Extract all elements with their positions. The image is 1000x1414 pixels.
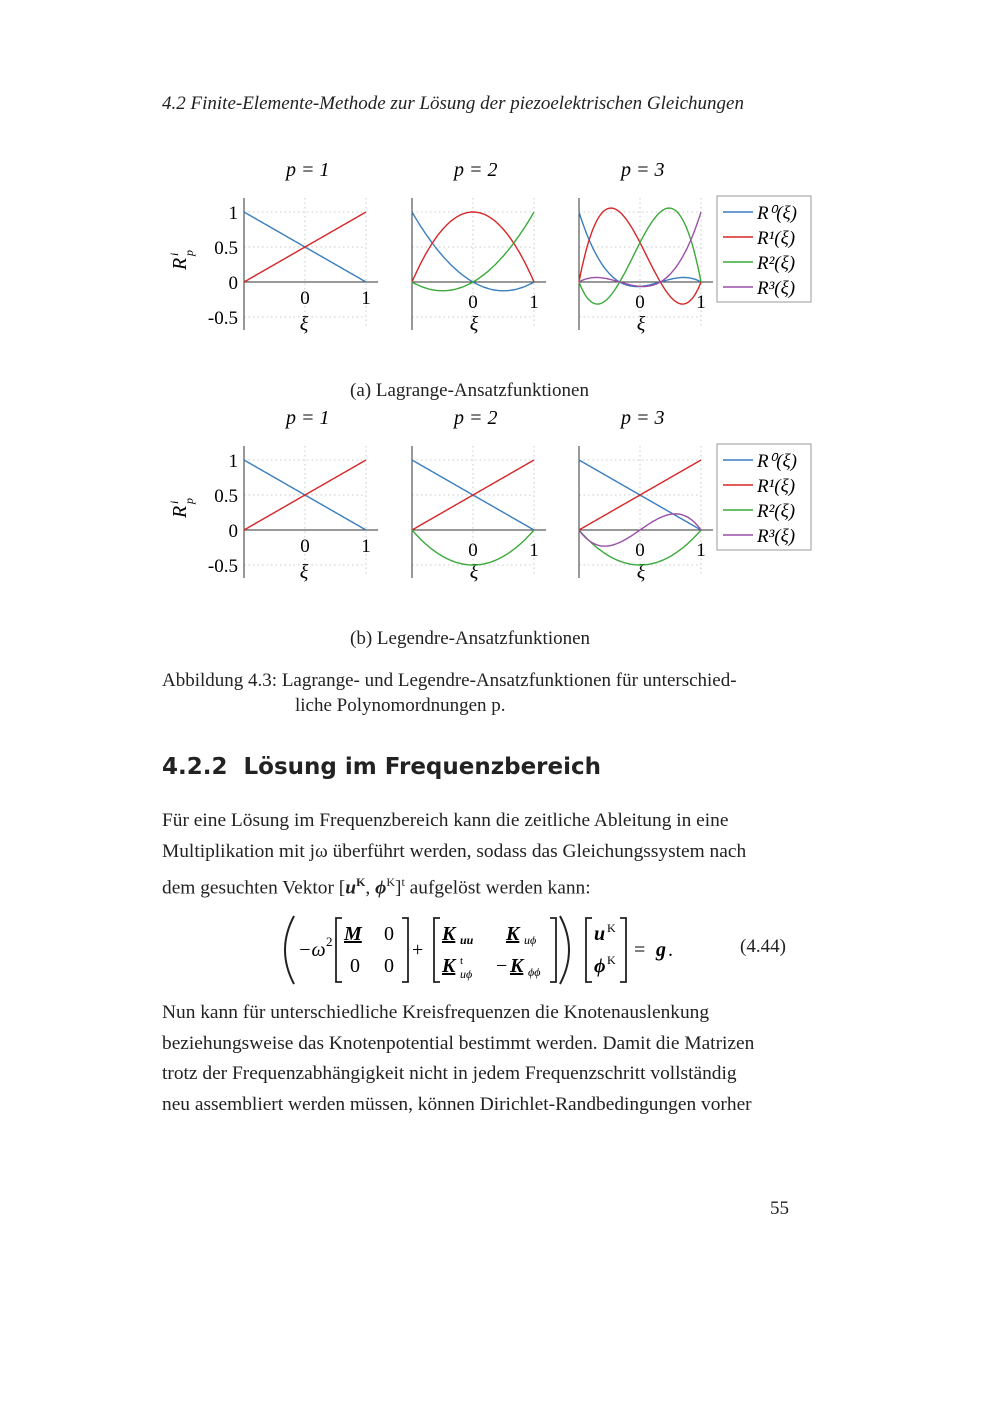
eq-bracket-3r	[620, 918, 626, 982]
eq-uK: u	[594, 923, 606, 945]
x-tick-legendre-p1-0: 0	[300, 536, 310, 557]
svg-text:ϕϕ: ϕϕ	[528, 965, 541, 979]
eq-left-paren	[285, 916, 294, 984]
y-axis-label-lagrange: R	[169, 257, 191, 270]
svg-text:uϕ: uϕ	[460, 967, 473, 981]
legend-label-legendre-3: R³(ξ)	[757, 526, 796, 547]
curve-lagrange-p2-R0	[412, 212, 534, 291]
eq-zero-2: 0	[350, 955, 360, 977]
eq-plus: +	[412, 939, 424, 961]
para2-line3: trotz der Frequenzabhängigkeit nicht in jedem Frequenzschritt vollständig	[162, 1063, 737, 1084]
y-tick-legendre-3: -0.5	[207, 556, 238, 577]
svg-text:−: −	[496, 955, 508, 977]
eq-phiK: ϕ	[594, 955, 606, 977]
paragraph-1	[162, 806, 790, 904]
legend-label-legendre-0: R⁰(ξ)	[757, 451, 798, 472]
x-tick-lagrange-p1-0: 0	[300, 288, 310, 309]
curve-lagrange-p2-R2	[412, 212, 534, 291]
y-axis-label-sup-legendre: i	[167, 500, 181, 504]
equation-number: (4.44)	[740, 936, 786, 957]
section-title: Lösung im Frequenzbereich	[243, 754, 602, 780]
eq-omega: −ω	[298, 939, 326, 961]
para2-line1: Nun kann für unterschiedliche Kreisfrequenzen die Knotenauslenkung	[162, 1002, 710, 1023]
y-tick-lagrange-0: 1	[228, 203, 238, 224]
x-tick-lagrange-p3-1: 1	[696, 292, 706, 313]
x-axis-label-lagrange-p3: ξ	[636, 313, 646, 335]
section-heading	[162, 754, 601, 780]
x-tick-legendre-p3-1: 1	[696, 540, 706, 561]
x-tick-legendre-p2-1: 1	[529, 540, 539, 561]
svg-text:.: .	[668, 939, 673, 961]
y-axis-label-sup-lagrange: i	[167, 252, 181, 256]
eq-bracket-3l	[586, 918, 592, 982]
x-tick-legendre-p1-1: 1	[361, 536, 371, 557]
legend-label-legendre-1: R¹(ξ)	[757, 476, 796, 497]
paragraph-2	[162, 998, 790, 1120]
legend-label-lagrange-1: R¹(ξ)	[757, 228, 796, 249]
para2-line2: beziehungsweise das Knotenpotential bestimmt werden. Damit die Matrizen	[162, 1032, 755, 1054]
panel-title-legendre-p3: p = 3	[621, 407, 665, 429]
x-axis-label-legendre-p1: ξ	[299, 561, 309, 583]
caption-text-2: liche Polynomordnungen p.	[295, 695, 506, 716]
y-axis-label-sub-legendre: p	[182, 498, 196, 504]
y-tick-legendre-0: 1	[228, 451, 238, 472]
y-axis-label-legendre: R	[169, 505, 191, 518]
equation-4-44	[270, 910, 810, 990]
para1-line3: dem gesuchten Vektor [$u^K$, $\phi^K]^t$ aufgelöst werden kann:	[162, 875, 591, 899]
eq-zero-1: 0	[384, 923, 394, 945]
section-number: 4.2.2	[162, 754, 228, 780]
svg-text:K: K	[607, 953, 616, 967]
legend-label-lagrange-0: R⁰(ξ)	[757, 203, 798, 224]
eq-Kuu: K	[442, 923, 456, 945]
eq-bracket-2r	[550, 918, 556, 982]
panel-title-legendre-p1: p = 1	[286, 407, 330, 429]
panel-title-legendre-p2: p = 2	[454, 407, 498, 429]
y-tick-legendre-2: 0	[228, 521, 238, 542]
eq-zero-3: 0	[384, 955, 394, 977]
eq-omega-exp: 2	[326, 934, 333, 949]
panel-title-lagrange-p1: p = 1	[286, 159, 330, 181]
panel-title-lagrange-p2: p = 2	[454, 159, 498, 181]
figure	[0, 0, 1000, 660]
x-axis-label-legendre-p2: ξ	[469, 561, 479, 583]
running-head: 4.2 Finite-Elemente-Methode zur Lösung der piezoelektrischen Gleichungen	[162, 93, 744, 114]
x-tick-legendre-p3-0: 0	[635, 540, 645, 561]
para2-line4: neu assembliert werden müssen, können Dirichlet-Randbedingungen vorher	[162, 1093, 752, 1115]
subcaption-a: (a) Lagrange-Ansatzfunktionen	[350, 380, 589, 401]
y-tick-lagrange-2: 0	[228, 273, 238, 294]
eq-Kuphi-t: K	[442, 955, 456, 977]
x-tick-lagrange-p2-1: 1	[529, 292, 539, 313]
x-tick-lagrange-p1-1: 1	[361, 288, 371, 309]
y-axis-label-sub-lagrange: p	[182, 250, 196, 256]
x-tick-lagrange-p2-0: 0	[468, 292, 478, 313]
svg-text:uϕ: uϕ	[524, 933, 537, 947]
caption-text-1: Lagrange- und Legendre-Ansatzfunktionen für unterschied-	[281, 670, 737, 691]
panel-title-lagrange-p3: p = 3	[621, 159, 665, 181]
legend-label-lagrange-3: R³(ξ)	[757, 278, 796, 299]
eq-bracket-2l	[434, 918, 440, 982]
eq-Kphiphi: K	[510, 955, 524, 977]
eq-equals: =	[634, 939, 646, 961]
subcaption-b: (b) Legendre-Ansatzfunktionen	[350, 628, 591, 649]
svg-text:K: K	[607, 921, 616, 935]
legend-label-lagrange-2: R²(ξ)	[757, 253, 796, 274]
y-tick-lagrange-1: 0.5	[214, 238, 238, 259]
eq-bracket-1l	[336, 918, 342, 982]
figure-caption	[162, 668, 802, 718]
para1-line1: Für eine Lösung im Frequenzbereich kann die zeitliche Ableitung in eine	[162, 810, 729, 831]
eq-right-paren	[560, 916, 569, 984]
para1-line2: Multiplikation mit jω überführt werden, sodass das Gleichungssystem nach	[162, 840, 747, 862]
caption-lead: Abbildung 4.3:	[162, 670, 278, 691]
svg-text:t: t	[460, 955, 464, 967]
page-number: 55	[770, 1198, 789, 1219]
y-tick-legendre-1: 0.5	[214, 486, 238, 507]
x-tick-lagrange-p3-0: 0	[635, 292, 645, 313]
eq-bracket-1r	[402, 918, 408, 982]
eq-Kuphi: K	[506, 923, 520, 945]
eq-g: g	[656, 939, 666, 961]
y-tick-lagrange-3: -0.5	[207, 308, 238, 329]
x-axis-label-legendre-p3: ξ	[636, 561, 646, 583]
x-tick-legendre-p2-0: 0	[468, 540, 478, 561]
x-axis-label-lagrange-p2: ξ	[469, 313, 479, 335]
eq-M: M	[344, 923, 362, 945]
svg-text:uu: uu	[460, 933, 474, 947]
legend-label-legendre-2: R²(ξ)	[757, 501, 796, 522]
x-axis-label-lagrange-p1: ξ	[299, 313, 309, 335]
